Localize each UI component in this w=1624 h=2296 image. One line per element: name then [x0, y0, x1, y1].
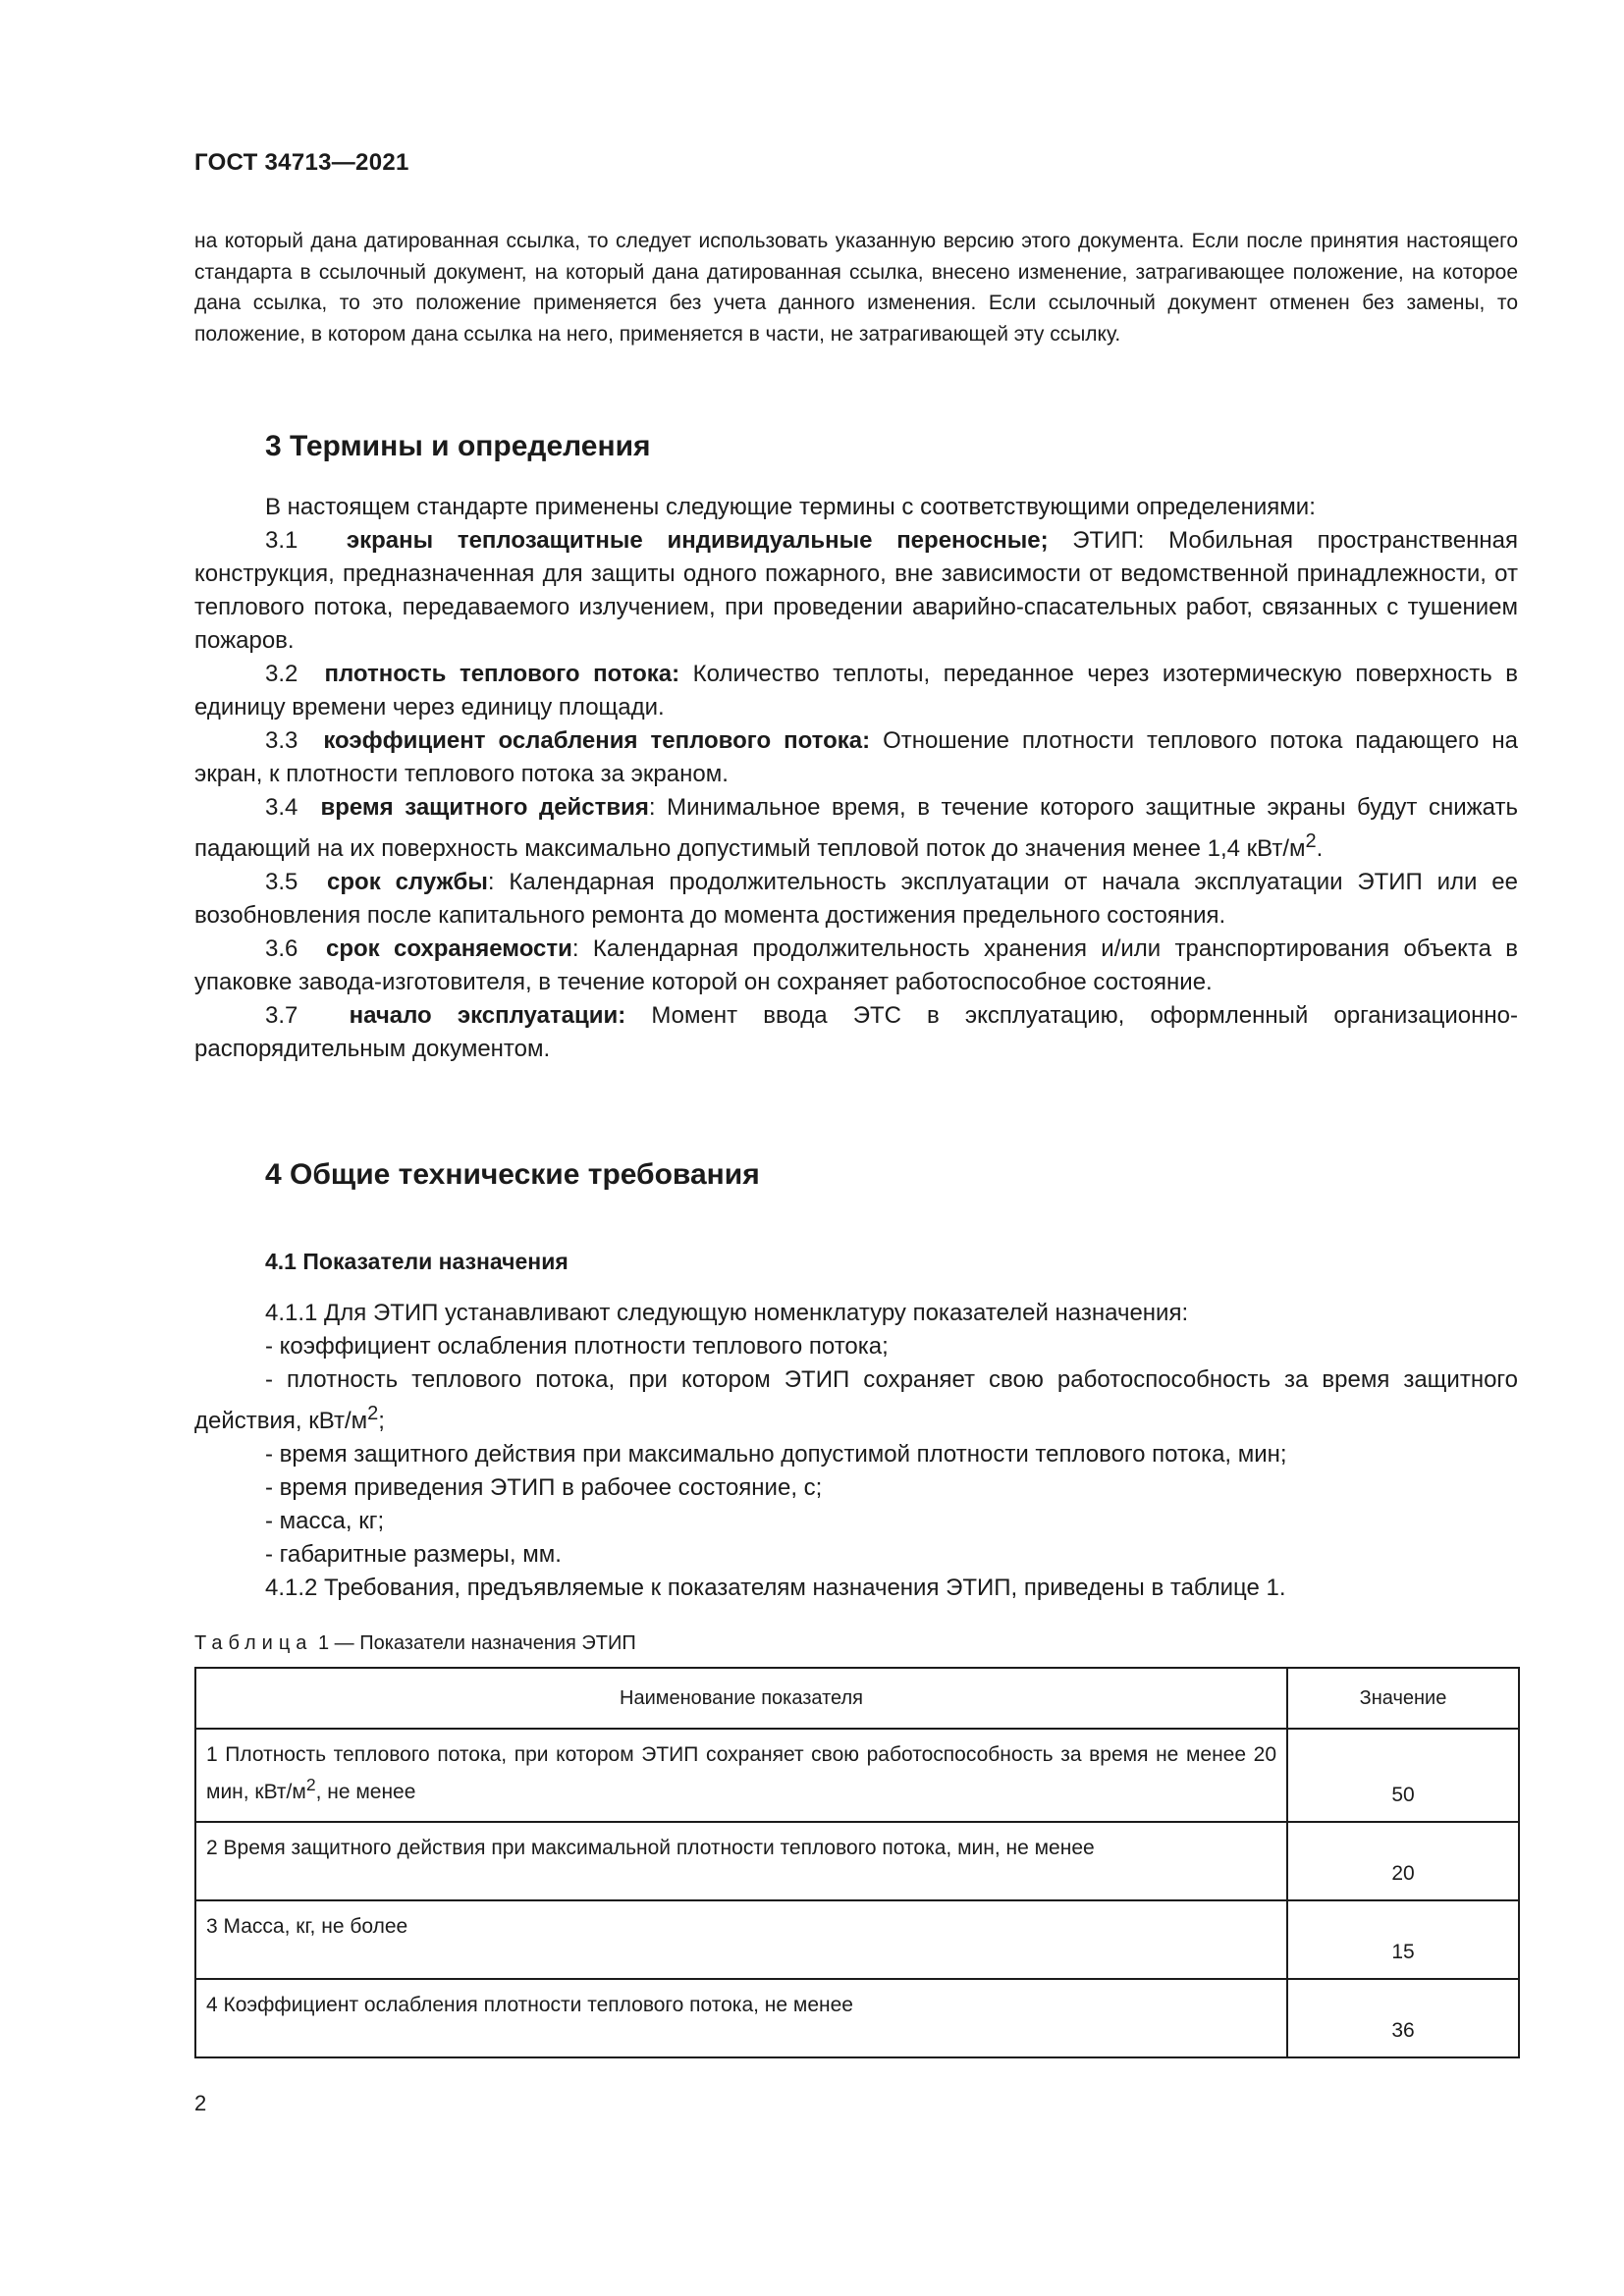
table-cell-value: 15 — [1287, 1900, 1519, 1979]
term-3-3: 3.3 коэффициент ослабления теплового потока: Отношение плотности теплового потока падающего на экран, к плотности теплового потока за экраном. — [194, 727, 1518, 787]
list-item: - время приведения ЭТИП в рабочее состояние, с; — [265, 1474, 823, 1501]
table-cell-name: 1 Плотность теплового потока, при котором ЭТИП сохраняет свою работоспособность за время не менее 20 мин, кВт/$м^2$, не менее — [195, 1729, 1287, 1822]
intro-paragraph: на который дана датированная ссылка, то следует использовать указанную версию этого документа. Если после принятия настоящего стандарта в ссылочный документ, на который дана датированная ссылка, внесено изменение, затрагивающее положение, на которое дана ссылка, то это положение применяется без учета данного изменения. Если ссылочный документ отменен без замены, то положение, в котором дана ссылка на него, применяется в части, не затрагивающей эту ссылку. — [194, 230, 1518, 346]
table-cell-name: 4 Коэффициент ослабления плотности теплового потока, не менее — [195, 1979, 1287, 2057]
section-3-title: 3 Термины и определения — [265, 430, 651, 462]
term-3-7: 3.7 начало эксплуатации: Момент ввода ЭТС в эксплуатацию, оформленный организационно-распорядительным документом. — [194, 1002, 1518, 1062]
term-3-2: 3.2 плотность теплового потока: Количество теплоты, переданное через изотермическую поверхность в единицу времени через единицу площади. — [194, 661, 1518, 721]
indicators-table — [194, 1667, 1520, 2058]
table-cell-value: 36 — [1287, 1979, 1519, 2057]
list-item: - масса, кг; — [265, 1508, 385, 1534]
table-header-row — [195, 1668, 1519, 1729]
term-3-1: 3.1 экраны теплозащитные индивидуальные переносные; ЭТИП: Мобильная пространственная конструкция, предназначенная для защиты одного пожарного, вне зависимости от ведомственной принадлежности, от теплового потока, передаваемого излучением, при проведении аварийно-спасательных работ, связанных с тушением пожаров. — [194, 527, 1518, 654]
list-item: - габаритные размеры, мм. — [265, 1541, 562, 1568]
section-3-lead: В настоящем стандарте применены следующие термины с соответствующими определениями: — [265, 494, 1316, 520]
table-row — [195, 1900, 1519, 1979]
table-caption: Таблица 1 — Показатели назначения ЭТИП — [194, 1632, 636, 1654]
term-3-4: 3.4 время защитного действия: Минимальное время, в течение которого защитные экраны будут снижать падающий на их поверхность максимально допустимый тепловой поток до значения менее 1,4 кВт/$м^2$. — [194, 794, 1518, 862]
table-cell-value: 50 — [1287, 1729, 1519, 1822]
table-row — [195, 1729, 1519, 1822]
table-cell-name: 3 Масса, кг, не более — [195, 1900, 1287, 1979]
paragraph-4-1-2: 4.1.2 Требования, предъявляемые к показателям назначения ЭТИП, приведены в таблице 1. — [265, 1575, 1286, 1601]
term-3-5: 3.5 срок службы: Календарная продолжительность эксплуатации от начала эксплуатации ЭТИП или ее возобновления после капитального ремонта до момента достижения предельного состояния. — [194, 869, 1518, 929]
term-3-6: 3.6 срок сохраняемости: Календарная продолжительность хранения и/или транспортирования объекта в упаковке завода-изготовителя, в течение которой он сохраняет работоспособное состояние. — [194, 935, 1519, 995]
table-row — [195, 1822, 1519, 1900]
section-3-body — [194, 491, 1518, 1066]
standard-header: ГОСТ 34713—2021 — [194, 149, 409, 176]
table-cell-value: 20 — [1287, 1822, 1519, 1900]
section-4-title: 4 Общие технические требования — [265, 1158, 760, 1191]
table-row — [195, 1979, 1519, 2057]
list-item: - коэффициент ослабления плотности теплового потока; — [265, 1333, 889, 1360]
list-item: - время защитного действия при максимально допустимой плотности теплового потока, мин; — [265, 1441, 1287, 1468]
page-number: 2 — [194, 2091, 207, 2115]
table-header-value: Значение — [1287, 1668, 1519, 1729]
paragraph-4-1-1: 4.1.1 Для ЭТИП устанавливают следующую номенклатуру показателей назначения: — [265, 1300, 1189, 1326]
list-item: - плотность теплового потока, при котором ЭТИП сохраняет свою работоспособность за время защитного действия, кВт/$м^2$; — [194, 1366, 1518, 1434]
section-4-1-title: 4.1 Показатели назначения — [265, 1249, 568, 1274]
table-header-name: Наименование показателя — [195, 1668, 1287, 1729]
table-cell-name: 2 Время защитного действия при максимальной плотности теплового потока, мин, не менее — [195, 1822, 1287, 1900]
section-4-body — [194, 1297, 1518, 1605]
